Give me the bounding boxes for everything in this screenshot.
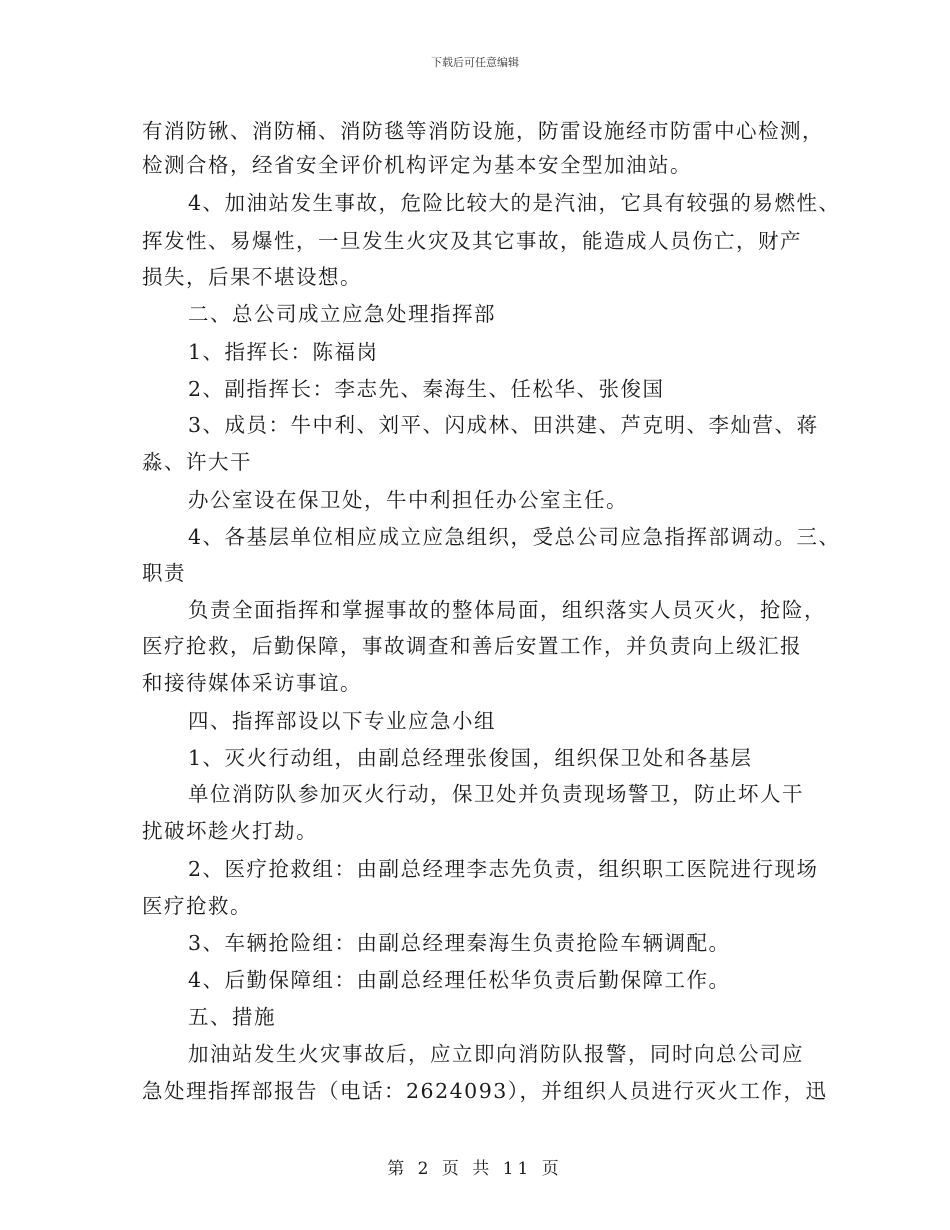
text-line: 2、副指挥长：李志先、秦海生、任松华、张俊国	[188, 377, 665, 401]
text-line: 4、各基层单位相应成立应急组织，受总公司应急指挥部调动。三、	[188, 525, 841, 549]
text-line: 扰破坏趁火打劫。	[142, 819, 318, 843]
text-line: 单位消防队参加灭火行动，保卫处并负责现场警卫，防止坏人干	[188, 782, 804, 806]
text-line: 3、车辆抢险组：由副总经理秦海生负责抢险车辆调配。	[188, 931, 731, 955]
text-line: 急处理指挥部报告（电话：2624093），并组织人员进行灭火工作，迅	[142, 1079, 828, 1103]
text-line: 2、医疗抢救组：由副总经理李志先负责，组织职工医院进行现场	[188, 857, 819, 881]
text-line: 4、加油站发生事故，危险比较大的是汽油，它具有较强的易燃性、	[188, 191, 841, 215]
text-line: 1、灭火行动组，由副总经理张俊国，组织保卫处和各基层	[188, 746, 753, 770]
section-heading: 职责	[142, 561, 186, 585]
text-line: 医疗抢救，后勤保障，事故调查和善后安置工作，并负责向上级汇报	[142, 634, 802, 658]
text-line: 1、指挥长：陈福岗	[188, 340, 379, 364]
text-line: 4、后勤保障组：由副总经理任松华负责后勤保障工作。	[188, 968, 731, 992]
text-line: 负责全面指挥和掌握事故的整体局面，组织落实人员灭火，抢险，	[188, 598, 826, 622]
section-heading: 二、总公司成立应急处理指挥部	[188, 302, 496, 326]
text-line: 有消防锹、消防桶、消防毯等消防设施，防雷设施经市防雷中心检测，	[142, 119, 824, 143]
text-line: 淼、许大干	[142, 450, 252, 474]
text-line: 办公室设在保卫处，牛中利担任办公室主任。	[188, 488, 628, 512]
page-header-note: 下载后可任意编辑	[431, 56, 519, 69]
page-number-footer: 第 2 页 共 11 页	[387, 1159, 563, 1179]
text-line: 加油站发生火灾事故后，应立即向消防队报警，同时向总公司应	[188, 1042, 804, 1066]
section-heading: 四、指挥部设以下专业应急小组	[188, 709, 496, 733]
text-line: 和接待媒体采访事谊。	[142, 671, 362, 695]
text-line: 检测合格，经省安全评价机构评定为基本安全型加油站。	[142, 153, 692, 177]
section-heading: 五、措施	[188, 1005, 276, 1029]
text-line: 挥发性、易爆性，一旦发生火灾及其它事故，能造成人员伤亡，财产	[142, 229, 802, 253]
text-line: 医疗抢救。	[142, 894, 252, 918]
text-line: 3、成员：牛中利、刘平、闪成林、田洪建、芦克明、李灿营、蒋	[188, 413, 819, 437]
text-line: 损失，后果不堪设想。	[142, 265, 362, 289]
